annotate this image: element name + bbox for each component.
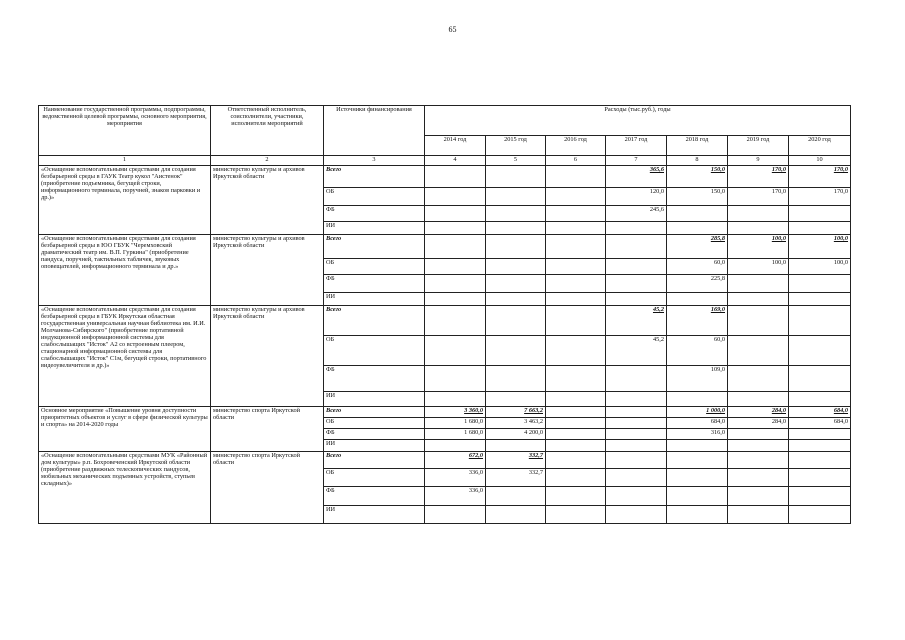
row-name: «Оснащение вспомогательными средствами для создания безбарьерной среды в ГАУК Театр кукол "Аистенок"(приобретение подъемника, бегущей строки, информационного терминала, поручней, знаков парковки и др.)»	[39, 166, 211, 235]
value-cell	[667, 487, 728, 506]
value-cell: 284,0	[728, 418, 789, 429]
column-number: 7	[606, 156, 667, 166]
row-name: «Оснащение вспомогательными средствами для создания безбарьерной среды в ЮО ГБУК "Черемховский драматический театр им. В.П. Гуркина" (приобретение пандуса, поручней, тактильных табличек, звуковых оповещателей, информационного терминала и др.»	[39, 235, 211, 306]
column-number: 5	[486, 156, 546, 166]
row-responsible: министерство культуры и архивов Иркутской области	[211, 306, 324, 407]
table-row	[39, 166, 851, 188]
value-cell	[789, 306, 851, 336]
value-cell	[728, 275, 789, 293]
value-cell: 169,0	[667, 306, 728, 336]
value-cell	[546, 293, 606, 306]
value-cell	[425, 188, 486, 206]
value-cell	[606, 469, 667, 487]
value-cell: 150,0	[667, 166, 728, 188]
value-cell: 1 000,0	[667, 407, 728, 418]
source-cell: Всего	[324, 306, 425, 336]
row-responsible: министерство культуры и архивов Иркутской области	[211, 235, 324, 306]
value-cell: 150,0	[667, 188, 728, 206]
source-cell: ФБ	[324, 366, 425, 392]
value-cell	[789, 336, 851, 366]
value-cell	[606, 407, 667, 418]
header-name: Наименование государственной программы, подпрограммы, ведомственной целевой программы, основного мероприятия, мероприятия	[39, 106, 211, 156]
value-cell	[789, 275, 851, 293]
column-number: 9	[728, 156, 789, 166]
source-cell: ОБ	[324, 336, 425, 366]
value-cell	[546, 188, 606, 206]
value-cell	[667, 452, 728, 469]
row-name: Основное мероприятие «Повышение уровня доступности приоритетных объектов и услуг в сфере физической культуры и спорта» на 2014-2020 годы	[39, 407, 211, 452]
source-cell: ИИ	[324, 506, 425, 524]
value-cell	[728, 392, 789, 407]
value-cell: 170,0	[728, 166, 789, 188]
source-cell: ФБ	[324, 206, 425, 222]
value-cell: 100,0	[728, 235, 789, 259]
value-cell: 684,0	[789, 407, 851, 418]
value-cell: 672,0	[425, 452, 486, 469]
source-cell: ОБ	[324, 259, 425, 275]
value-cell	[486, 206, 546, 222]
value-cell	[425, 206, 486, 222]
value-cell	[789, 506, 851, 524]
value-cell	[606, 392, 667, 407]
column-number: 6	[546, 156, 606, 166]
value-cell	[546, 336, 606, 366]
value-cell	[728, 293, 789, 306]
value-cell: 4 200,0	[486, 429, 546, 440]
value-cell	[486, 306, 546, 336]
value-cell	[606, 440, 667, 452]
value-cell	[546, 306, 606, 336]
value-cell	[425, 166, 486, 188]
value-cell	[728, 506, 789, 524]
value-cell: 120,0	[606, 188, 667, 206]
value-cell	[789, 469, 851, 487]
value-cell	[728, 452, 789, 469]
column-number: 8	[667, 156, 728, 166]
value-cell	[667, 506, 728, 524]
value-cell	[546, 222, 606, 235]
header-source: Источники финансирования	[324, 106, 425, 156]
row-name: «Оснащение вспомогательными средствами для создания безбарьерной среды в ГБУК Иркутская областная государственная универсальная научная библиотека им. И.И. Молчанова-Сибирского" (приобретение портативной индукционной информационной системы для слабослышащих "Исток" А2 со встроенным плеером, стационарной информационной системы для слабослышащих "Исток" С1м, бегущей строки, портативного видеоувеличителя и др.)»	[39, 306, 211, 407]
year-header: 2014 год	[425, 136, 486, 156]
value-cell	[606, 235, 667, 259]
value-cell	[606, 293, 667, 306]
value-cell: 45,2	[606, 306, 667, 336]
value-cell	[546, 275, 606, 293]
value-cell	[425, 259, 486, 275]
year-header: 2020 год	[789, 136, 851, 156]
value-cell	[789, 429, 851, 440]
value-cell	[425, 293, 486, 306]
value-cell	[546, 407, 606, 418]
value-cell: 100,0	[789, 235, 851, 259]
value-cell	[789, 366, 851, 392]
value-cell: 100,0	[728, 259, 789, 275]
value-cell	[667, 293, 728, 306]
value-cell	[667, 392, 728, 407]
value-cell	[667, 440, 728, 452]
source-cell: Всего	[324, 166, 425, 188]
value-cell	[606, 275, 667, 293]
value-cell	[546, 366, 606, 392]
value-cell: 3 360,0	[425, 407, 486, 418]
value-cell	[546, 206, 606, 222]
row-responsible: министерство спорта Иркутской области	[211, 452, 324, 524]
value-cell: 100,0	[789, 259, 851, 275]
value-cell	[606, 429, 667, 440]
value-cell: 316,0	[667, 429, 728, 440]
value-cell	[728, 336, 789, 366]
value-cell	[789, 487, 851, 506]
value-cell	[425, 366, 486, 392]
value-cell: 684,0	[667, 418, 728, 429]
row-name: «Оснащение вспомогательными средствами МУК «Районный дом культуры» р.п. Бохровеченский Иркутской области (приобретение раздвижных телескопических пандусов, мобильных механических подъемных устройств, ступьев складных)»	[39, 452, 211, 524]
source-cell: ИИ	[324, 392, 425, 407]
value-cell: 3 463,2	[486, 418, 546, 429]
source-cell: ОБ	[324, 469, 425, 487]
value-cell	[606, 259, 667, 275]
value-cell	[546, 440, 606, 452]
source-cell: Всего	[324, 407, 425, 418]
header-expenses: Расходы (тыс.руб.), годы	[425, 106, 851, 136]
value-cell	[546, 452, 606, 469]
value-cell	[425, 440, 486, 452]
page-number: 65	[448, 25, 457, 34]
value-cell: 225,8	[667, 275, 728, 293]
value-cell: 684,0	[789, 418, 851, 429]
value-cell: 245,6	[606, 206, 667, 222]
value-cell	[425, 336, 486, 366]
value-cell: 1 680,0	[425, 429, 486, 440]
value-cell	[546, 166, 606, 188]
header-responsible: Ответственный исполнитель, соисполнители, участники, исполнители мероприятий	[211, 106, 324, 156]
value-cell	[667, 469, 728, 487]
value-cell	[425, 275, 486, 293]
value-cell	[667, 206, 728, 222]
value-cell: 60,0	[667, 259, 728, 275]
budget-table	[38, 105, 851, 524]
value-cell	[546, 487, 606, 506]
source-cell: Всего	[324, 452, 425, 469]
value-cell	[425, 222, 486, 235]
source-cell: ФБ	[324, 429, 425, 440]
value-cell	[486, 392, 546, 407]
value-cell	[789, 222, 851, 235]
column-number: 2	[211, 156, 324, 166]
value-cell: 285,8	[667, 235, 728, 259]
value-cell: 109,0	[667, 366, 728, 392]
source-cell: ФБ	[324, 487, 425, 506]
row-responsible: министерство спорта Иркутской области	[211, 407, 324, 452]
value-cell: 60,0	[667, 336, 728, 366]
source-cell: ОБ	[324, 188, 425, 206]
value-cell	[546, 418, 606, 429]
value-cell	[606, 487, 667, 506]
table-row	[39, 407, 851, 418]
value-cell	[606, 222, 667, 235]
value-cell	[425, 506, 486, 524]
value-cell	[789, 452, 851, 469]
value-cell	[486, 166, 546, 188]
value-cell	[606, 452, 667, 469]
value-cell	[486, 275, 546, 293]
value-cell: 7 663,2	[486, 407, 546, 418]
value-cell	[606, 418, 667, 429]
value-cell	[486, 440, 546, 452]
value-cell	[425, 392, 486, 407]
value-cell	[728, 222, 789, 235]
year-header: 2018 год	[667, 136, 728, 156]
value-cell	[546, 429, 606, 440]
source-cell: ИИ	[324, 222, 425, 235]
value-cell	[728, 306, 789, 336]
value-cell	[425, 235, 486, 259]
value-cell	[486, 336, 546, 366]
value-cell	[546, 392, 606, 407]
column-number: 3	[324, 156, 425, 166]
value-cell	[486, 487, 546, 506]
column-number: 1	[39, 156, 211, 166]
value-cell	[606, 366, 667, 392]
value-cell: 284,0	[728, 407, 789, 418]
value-cell: 1 680,0	[425, 418, 486, 429]
value-cell: 45,2	[606, 336, 667, 366]
value-cell	[486, 222, 546, 235]
value-cell: 332,7	[486, 452, 546, 469]
source-cell: ОБ	[324, 418, 425, 429]
column-number: 4	[425, 156, 486, 166]
value-cell	[667, 222, 728, 235]
value-cell: 332,7	[486, 469, 546, 487]
value-cell: 336,0	[425, 487, 486, 506]
value-cell	[728, 469, 789, 487]
value-cell	[486, 188, 546, 206]
value-cell	[546, 235, 606, 259]
year-header: 2019 год	[728, 136, 789, 156]
value-cell	[546, 259, 606, 275]
value-cell	[789, 293, 851, 306]
value-cell	[789, 392, 851, 407]
source-cell: ИИ	[324, 293, 425, 306]
value-cell	[486, 506, 546, 524]
value-cell	[546, 506, 606, 524]
value-cell: 170,0	[789, 188, 851, 206]
value-cell	[486, 366, 546, 392]
value-cell: 336,0	[425, 469, 486, 487]
value-cell	[789, 206, 851, 222]
value-cell: 170,0	[789, 166, 851, 188]
value-cell	[728, 206, 789, 222]
table-row	[39, 452, 851, 469]
source-cell: Всего	[324, 235, 425, 259]
value-cell	[486, 259, 546, 275]
value-cell	[728, 366, 789, 392]
year-header: 2017 год	[606, 136, 667, 156]
value-cell	[728, 440, 789, 452]
value-cell	[546, 469, 606, 487]
value-cell	[789, 440, 851, 452]
row-responsible: министерство культуры и архивов Иркутской области	[211, 166, 324, 235]
table-row	[39, 235, 851, 259]
value-cell	[606, 506, 667, 524]
source-cell: ФБ	[324, 275, 425, 293]
column-number: 10	[789, 156, 851, 166]
value-cell: 170,0	[728, 188, 789, 206]
table-row	[39, 306, 851, 336]
year-header: 2016 год	[546, 136, 606, 156]
value-cell: 365,6	[606, 166, 667, 188]
value-cell	[425, 306, 486, 336]
value-cell	[728, 429, 789, 440]
value-cell	[486, 293, 546, 306]
source-cell: ИИ	[324, 440, 425, 452]
year-header: 2015 год	[486, 136, 546, 156]
value-cell	[728, 487, 789, 506]
value-cell	[486, 235, 546, 259]
